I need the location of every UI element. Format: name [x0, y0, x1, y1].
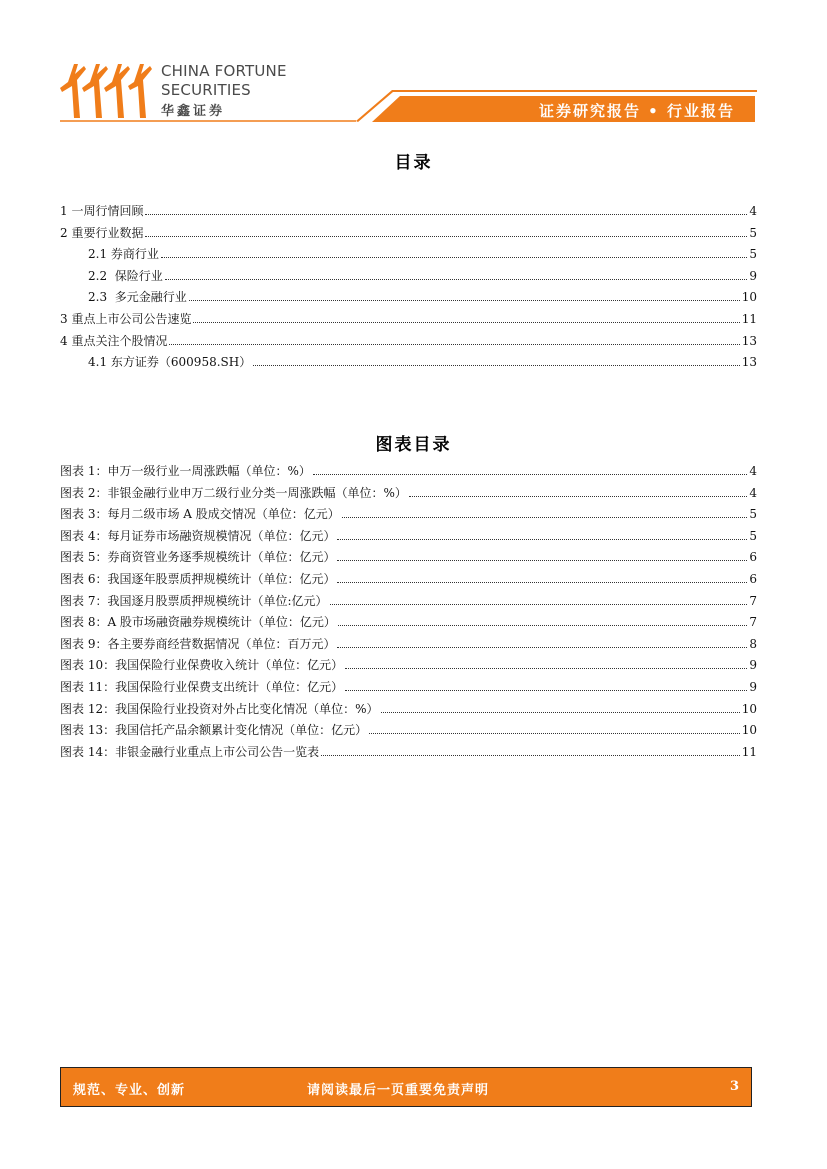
toc-entry[interactable]: [60, 678, 757, 700]
toc-entry-title: 图表 4：每月证券市场融资规模情况（单位：亿元）: [60, 528, 336, 543]
toc-entry[interactable]: [60, 721, 757, 743]
dot-leader: [338, 624, 747, 626]
toc-entry-page: 7: [749, 615, 757, 630]
toc-entry-title: 3 重点上市公司公告速览: [60, 311, 192, 326]
dot-leader: [161, 256, 747, 258]
dot-leader: [145, 213, 747, 215]
toc-entry[interactable]: [60, 245, 757, 267]
report-type-label: 证券研究报告 • 行业报告: [538, 102, 735, 120]
toc-entry[interactable]: [60, 548, 757, 570]
toc-entry-title: 4.1 东方证券（600958.SH）: [88, 355, 252, 370]
figure-list: [60, 462, 757, 764]
toc-entry-title: 4 重点关注个股情况: [60, 333, 168, 348]
dot-leader: [321, 754, 740, 756]
brand-name-chinese: 华鑫证券: [161, 104, 226, 119]
footer-disclaimer: 请阅读最后一页重要免责声明: [307, 1083, 490, 1098]
toc-entry[interactable]: [60, 592, 757, 614]
dot-leader: [193, 321, 739, 323]
toc-entry-title: 图表 8：A 股市场融资融券规模统计（单位：亿元）: [60, 615, 336, 630]
page-header: [0, 0, 827, 130]
toc-entry-title: 2.1 券商行业: [88, 247, 159, 262]
toc-entry-title: 图表 7：我国逐月股票质押规模统计（单位:亿元）: [60, 593, 328, 608]
dot-leader: [330, 603, 748, 605]
toc-entry-title: 图表 5：券商资管业务逐季规模统计（单位：亿元）: [60, 550, 336, 565]
dot-leader: [409, 495, 748, 497]
dot-leader: [342, 516, 748, 518]
page-footer: [60, 1067, 752, 1107]
toc-entry-title: 图表 9：各主要券商经营数据情况（单位：百万元）: [60, 636, 336, 651]
toc-entry-title: 图表 3：每月二级市场 A 股成交情况（单位：亿元）: [60, 507, 340, 522]
toc-entry[interactable]: [60, 527, 757, 549]
toc-entry-title: 图表 2：非银金融行业申万二级行业分类一周涨跌幅（单位：%）: [60, 485, 407, 500]
toc-entry-page: 4: [749, 204, 757, 218]
toc-entry[interactable]: [60, 332, 757, 354]
toc-entry-page: 10: [741, 290, 757, 305]
toc-entry-title: 图表 11：我国保险行业保费支出统计（单位：亿元）: [60, 679, 344, 694]
dot-leader: [337, 559, 747, 561]
toc-entry[interactable]: [60, 288, 757, 310]
toc-entry-page: 11: [741, 311, 757, 326]
toc-entry[interactable]: [60, 353, 757, 375]
toc-entry-page: 9: [749, 658, 757, 673]
dot-leader: [369, 732, 740, 734]
toc-entry-title: 图表 14：非银金融行业重点上市公司公告一览表: [60, 744, 320, 759]
toc-entry-title: 2.2 保险行业: [88, 268, 163, 283]
toc-entry[interactable]: [60, 484, 757, 506]
toc-entry-page: 8: [749, 636, 757, 651]
toc-entry[interactable]: [60, 267, 757, 289]
toc-list: [60, 202, 757, 375]
toc-entry[interactable]: [60, 700, 757, 722]
toc-entry[interactable]: [60, 743, 757, 765]
toc-entry[interactable]: [60, 635, 757, 657]
toc-entry-page: 4: [749, 464, 757, 478]
footer-slogan: 规范、专业、创新: [73, 1083, 186, 1098]
toc-entry-title: 2.3 多元金融行业: [88, 290, 187, 305]
dot-leader: [381, 711, 740, 713]
toc-entry-page: 5: [749, 247, 757, 262]
toc-entry[interactable]: [60, 656, 757, 678]
toc-entry[interactable]: [60, 202, 757, 224]
dot-leader: [169, 343, 739, 345]
dot-leader: [253, 364, 740, 366]
toc-entry[interactable]: [60, 570, 757, 592]
toc-entry-title: 图表 6：我国逐年股票质押规模统计（单位：亿元）: [60, 571, 336, 586]
toc-entry-title: 图表 10：我国保险行业保费收入统计（单位：亿元）: [60, 658, 344, 673]
toc-entry-page: 10: [741, 723, 757, 738]
toc-entry-title: 图表 1：申万一级行业一周涨跌幅（单位：%）: [60, 464, 311, 478]
dot-leader: [165, 278, 748, 280]
toc-entry-title: 1 一周行情回顾: [60, 204, 144, 218]
toc-entry-page: 13: [741, 355, 757, 370]
toc-entry-page: 7: [749, 593, 757, 608]
toc-entry[interactable]: [60, 224, 757, 246]
dot-leader: [337, 581, 747, 583]
brand-line-1: CHINA FORTUNE: [161, 62, 287, 80]
toc-entry-page: 9: [749, 679, 757, 694]
toc-entry-page: 13: [741, 333, 757, 348]
dot-leader: [345, 689, 747, 691]
toc-entry[interactable]: [60, 310, 757, 332]
toc-entry-page: 5: [749, 528, 757, 543]
figure-list-title: 图表目录: [375, 435, 452, 455]
dot-leader: [337, 538, 747, 540]
dot-leader: [313, 473, 748, 475]
toc-entry[interactable]: [60, 613, 757, 635]
dot-leader: [337, 646, 747, 648]
toc-entry-title: 图表 13：我国信托产品余额累计变化情况（单位：亿元）: [60, 723, 368, 738]
toc-entry-page: 6: [749, 550, 757, 565]
toc-entry[interactable]: [60, 505, 757, 527]
toc-entry-page: 10: [741, 701, 757, 716]
toc-entry-page: 5: [749, 225, 757, 240]
toc-entry-page: 9: [749, 268, 757, 283]
dot-leader: [189, 299, 740, 301]
toc-entry[interactable]: [60, 462, 757, 484]
toc-entry-page: 11: [741, 744, 757, 759]
toc-title: 目录: [394, 153, 433, 173]
toc-entry-page: 4: [749, 485, 757, 500]
brand-line-2: SECURITIES: [161, 81, 251, 99]
page-number: 3: [729, 1079, 739, 1094]
toc-entry-page: 6: [749, 571, 757, 586]
dot-leader: [145, 235, 747, 237]
toc-entry-title: 2 重要行业数据: [60, 225, 144, 240]
toc-entry-page: 5: [749, 507, 757, 522]
toc-entry-title: 图表 12：我国保险行业投资对外占比变化情况（单位：%）: [60, 701, 379, 716]
dot-leader: [345, 667, 747, 669]
